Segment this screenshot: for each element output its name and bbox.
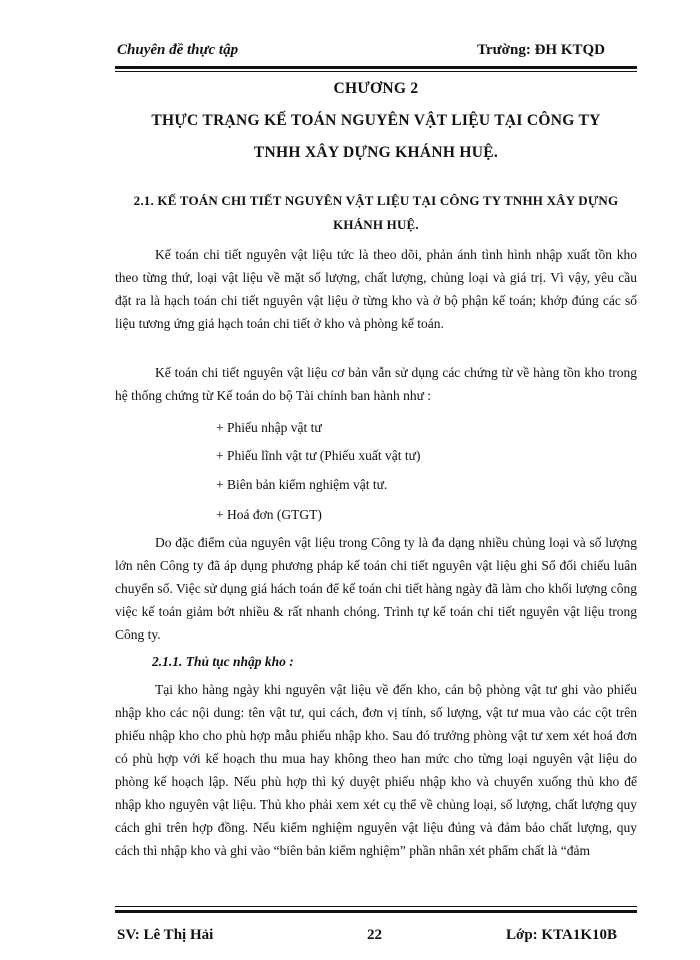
paragraph-1: Kế toán chi tiết nguyên vật liệu tức là theo dõi, phản ánh tình hình nhập xuất tồn kho theo từng thứ, loại vật liệu về mặt số lượng, chất lượng, chủng loại và giá trị. Vì vậy, yêu cầu đặt ra là hạch toán chi tiết nguyên vật liệu ở từng kho và ở bộ phận kế toán; khớp đúng các số liệu tương ứng giá hạch toán chi tiết ở kho và phòng kế toán. (115, 247, 637, 331)
chapter-number: CHƯƠNG 2 (333, 80, 419, 97)
document-list-item: + Phiếu lĩnh vật tư (Phiếu xuất vật tư) (216, 448, 421, 463)
section-heading-line1: 2.1. KẾ TOÁN CHI TIẾT NGUYÊN VẬT LIỆU TẠI CÔNG TY TNHH XÂY DỰNG (133, 193, 619, 208)
page-number: 22 (367, 927, 382, 943)
document-list-item: + Biên bản kiểm nghiệm vật tư. (216, 477, 388, 492)
paragraph-3: Do đặc điểm của nguyên vật liệu trong Công ty là đa dạng nhiều chủng loại và số lượng lớn nên Công ty đã áp dụng phương pháp kế toán chi tiết nguyên vật liệu ghi Sổ đối chiếu luân chuyển sổ. Việc sử dụng giá hách toán để kế toán chi tiết hàng ngày đã làm cho khối lượng công việc kế toán giảm bớt nhiều & rất nhanh chóng. Trình tự kế toán chi tiết nguyên vật liệu trong Công ty. (115, 535, 637, 642)
header-rule-thick (115, 66, 637, 69)
document-list-item: + Phiếu nhập vật tư (216, 420, 322, 435)
section-heading-line2: KHÁNH HUỆ. (333, 217, 419, 232)
header-school: Trường: ĐH KTQD (477, 42, 605, 58)
footer-rule-thick (115, 910, 637, 913)
footer-rule-thin (115, 906, 637, 907)
page-footer (115, 927, 637, 949)
document-list-item: + Hoá đơn (GTGT) (216, 507, 322, 522)
header-rule-thin (115, 71, 637, 72)
header-title: Chuyên đề thực tập (117, 42, 239, 58)
page-header (115, 40, 637, 62)
chapter-title-line1: THỰC TRẠNG KẾ TOÁN NGUYÊN VẬT LIỆU TẠI CÔNG TY (151, 112, 601, 129)
footer-student: SV: Lê Thị Hải (117, 927, 214, 943)
subsection-heading: 2.1.1. Thủ tục nhập kho : (152, 654, 294, 669)
chapter-title-line2: TNHH XÂY DỰNG KHÁNH HUỆ. (253, 144, 499, 161)
paragraph-2: Kế toán chi tiết nguyên vật liệu cơ bản vẫn sử dụng các chứng từ về hàng tồn kho trong hệ thống chứng từ Kế toán do bộ Tài chính ban hành như : (115, 365, 637, 403)
footer-class: Lớp: KTA1K10B (506, 927, 617, 943)
paragraph-4: Tại kho hàng ngày khi nguyên vật liệu về đến kho, cán bộ phòng vật tư ghi vào phiếu nhập kho các nội dung: tên vật tư, qui cách, đơn vị tính, số lượng, vật tư mua vào các cột trên phiếu nhập kho cho phù hợp mẫu phiếu nhập kho. Sau đó trưởng phòng vật tư xem xét hoá đơn có phù hợp với kế hoạch thu mua hay không theo han mức cho từng loại nguyên vật liệu do phòng kế hoạch lập. Nếu phù hợp thì ký duyệt phiếu nhập kho và chuyển xuống thủ kho để nhập kho nguyên vật liệu. Thủ kho phải xem xét cụ thể về chủng loại, số lượng, chất lượng quy cách ghi trên hợp đồng. Nếu kiểm nghiệm nguyên vật liệu đúng và đảm bảo chất lượng, quy cách thì nhập kho và ghi vào “biên bản kiểm nghiệm” phần nhân xét phẩm chất là “đảm (115, 682, 637, 858)
